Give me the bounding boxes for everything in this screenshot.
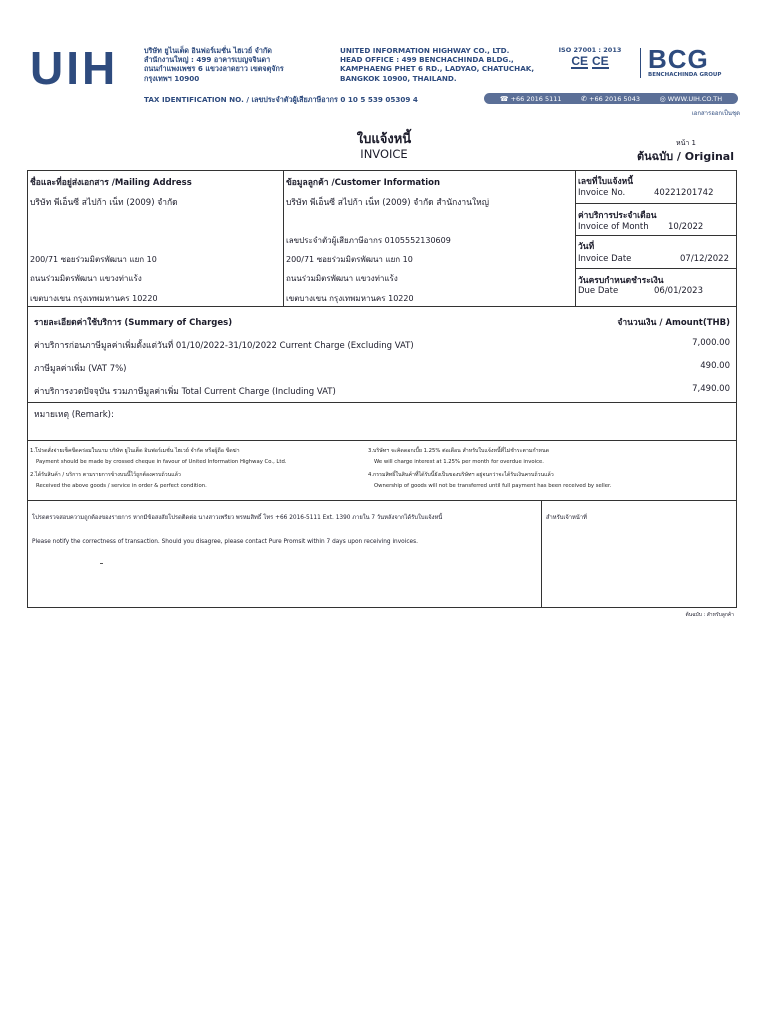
letterhead xyxy=(28,42,740,117)
company-tax-id: TAX IDENTIFICATION NO. / เลขประจำตัวผู้เสียภาษีอากร 0 10 5 539 05309 4 xyxy=(144,95,418,104)
fax-icon: ✆ xyxy=(581,94,588,103)
term-2-thai: 2.ได้รับสินค้า / บริการ ตามรายการข้างบนนี้ไว้ถูกต้องครบถ้วนแล้ว xyxy=(30,472,181,478)
charge-row-amount: 7,000.00 xyxy=(692,338,730,348)
customer-line-2: ถนนร่วมมิตรพัฒนา แขวงท่าแร้ง xyxy=(286,274,398,283)
website-contact: ◎ WWW.UIH.CO.TH xyxy=(659,94,723,103)
invoice-divider xyxy=(576,268,736,269)
invoice-divider xyxy=(576,203,736,204)
due-date-label-thai: วันครบกำหนดชำระเงิน xyxy=(578,276,664,286)
amount-header: จำนวนเงิน / Amount(THB) xyxy=(617,318,730,328)
charge-row-amount: 490.00 xyxy=(700,361,730,371)
mailing-line-2: ถนนร่วมมิตรพัฒนา แขวงท่าแร้ง xyxy=(30,274,142,283)
company-name-english: UNITED INFORMATION HIGHWAY CO., LTD. xyxy=(340,46,510,55)
fax-contact: ✆ +66 2016 5043 xyxy=(581,94,640,103)
bcg-group-label: BENCHACHINDA GROUP xyxy=(648,72,722,78)
header-divider xyxy=(640,48,641,78)
mailing-line-3: เขตบางเขน กรุงเทพมหานคร 10220 xyxy=(30,294,158,303)
invoice-date-value: 07/12/2022 xyxy=(680,254,729,264)
term-3-thai: 3.บริษัทฯ จะคิดดอกเบี้ย 1.25% ต่อเดือน สำหรับใบแจ้งหนี้ที่ไม่ชำระตามกำหนด xyxy=(368,448,550,454)
stray-mark xyxy=(100,563,103,564)
certification-mark: CE xyxy=(571,54,588,68)
term-1-english: Payment should be made by crossed cheque in favour of United Information Highway Co., Ltd. xyxy=(36,459,287,465)
info-section xyxy=(28,171,736,307)
officer-use-box xyxy=(542,501,736,607)
summary-of-charges xyxy=(28,307,736,403)
customer-tax-id: เลขประจำตัวผู้เสียภาษีอากร 0105552130609 xyxy=(286,236,451,245)
invoice-no-label: Invoice No. xyxy=(578,188,626,198)
footer-copy-note: ต้นฉบับ : สำหรับลูกค้า xyxy=(685,612,734,618)
charge-row-label: ค่าบริการงวดปัจจุบัน รวมภาษีมูลค่าเพิ่ม Total Current Charge (Including VAT) xyxy=(34,387,336,397)
officer-use-label: สำหรับเจ้าหน้าที่ xyxy=(546,515,587,521)
mailing-line-1: 200/71 ซอยร่วมมิตรพัฒนา แยก 10 xyxy=(30,255,157,264)
bcg-logo: BCG xyxy=(648,44,709,74)
invoice-date-label-thai: วันที่ xyxy=(578,242,595,252)
certification-mark: CE xyxy=(592,54,609,68)
payment-terms xyxy=(28,441,736,501)
company-name-thai: บริษัท ยูไนเต็ด อินฟอร์เมชั่น ไฮเวย์ จำกัด xyxy=(144,46,272,55)
term-4-english: Ownership of goods will not be transferred until full payment has been received by seller. xyxy=(374,483,612,489)
mailing-name: บริษัท พีเอ็นซี สไปก้า เน็ท (2009) จำกัด xyxy=(30,198,178,208)
mailing-address xyxy=(28,171,284,307)
summary-title: รายละเอียดค่าใช้บริการ (Summary of Charges) xyxy=(34,318,233,328)
phone-icon: ☎ xyxy=(499,94,509,103)
customer-line-1: 200/71 ซอยร่วมมิตรพัฒนา แยก 10 xyxy=(286,255,413,264)
remark-label: หมายเหตุ (Remark): xyxy=(34,410,114,420)
term-3-english: We will charge interest at 1.25% per month for overdue invoice. xyxy=(374,459,544,465)
invoice-month-value: 10/2022 xyxy=(668,222,704,232)
charge-row-label: ภาษีมูลค่าเพิ่ม (VAT 7%) xyxy=(34,364,127,374)
customer-line-3: เขตบางเขน กรุงเทพมหานคร 10220 xyxy=(286,294,414,303)
mailing-address-label: ชื่อและที่อยู่ส่งเอกสาร /Mailing Address xyxy=(30,178,192,188)
term-1-thai: 1.โปรดสั่งจ่ายเช็คขีดคร่อมในนาม บริษัท ยูไนเต็ด อินฟอร์เมชั่น ไฮเวย์ จำกัด หรือผู้ถือ ขีดฆ่า xyxy=(30,448,240,454)
invoice-title-english: INVOICE xyxy=(360,147,408,161)
term-4-thai: 4.กรรมสิทธิ์ในสินค้าที่ได้รับนี้ยังเป็นของบริษัทฯ อยู่จนกว่าจะได้รับเงินครบถ้วนแล้ว xyxy=(368,472,554,478)
invoice-date-label: Invoice Date xyxy=(578,254,632,264)
invoice-details xyxy=(576,171,736,307)
due-date-value: 06/01/2023 xyxy=(654,286,703,296)
company-address-english: UNITED INFORMATION HIGHWAY CO., LTD. HEAD OFFICE : 499 BENCHACHINDA BLDG., KAMPHAENG PHET 6 RD., LADYAO, CHATUCHAK, BANGKOK 10900, THAILAND. xyxy=(340,46,540,83)
document-set-note: เอกสารออกเป็นชุด xyxy=(691,110,740,117)
invoice-title-thai: ใบแจ้งหนี้ xyxy=(356,132,412,147)
invoice-no-label-thai: เลขที่ใบแจ้งหนี้ xyxy=(578,177,634,187)
due-date-label: Due Date xyxy=(578,286,619,296)
certification-marks xyxy=(548,55,632,69)
invoice-body xyxy=(27,170,737,608)
original-copy-label: ต้นฉบับ / Original xyxy=(636,150,734,163)
customer-name: บริษัท พีเอ็นซี สไปก้า เน็ท (2009) จำกัด สำนักงานใหญ่ xyxy=(286,198,489,208)
term-2-english: Received the above goods / service in order & perfect condition. xyxy=(36,483,207,489)
notice-english: Please notify the correctness of transaction. Should you disagree, please contact Pure Promsit within 7 days upon receiving invoices. xyxy=(32,539,418,545)
customer-info-label: ข้อมูลลูกค้า /Customer Information xyxy=(286,178,441,188)
customer-information xyxy=(284,171,576,307)
contact-bar xyxy=(484,93,738,104)
company-address-thai: บริษัท ยูไนเต็ด อินฟอร์เมชั่น ไฮเวย์ จำกัด สำนักงานใหญ่ : 499 อาคารเบญจจินดา ถนนกำแพงเพชร 6 แขวงลาดยาว เขตจตุจักร กรุงเทพฯ 10900 xyxy=(144,46,344,83)
notice-thai: โปรดตรวจสอบความถูกต้องของรายการ หากมีข้อสงสัยโปรดติดต่อ นางสาวเพรียว พรหมสิทธิ์ โทร +66 2016-5111 Ext. 1390 ภายใน 7 วันหลังจากได้รับใบแจ้งหนี้ xyxy=(32,515,443,521)
verification-notice xyxy=(28,501,542,607)
invoice-divider xyxy=(576,235,736,236)
invoice-no-value: 40221201742 xyxy=(654,188,714,198)
iso-label: ISO 27001 : 2013 xyxy=(558,46,622,54)
phone-contact: ☎ +66 2016 5111 xyxy=(499,94,562,103)
remark-section xyxy=(28,403,736,441)
charge-row-label: ค่าบริการก่อนภาษีมูลค่าเพิ่มตั้งแต่วันที่ 01/10/2022-31/10/2022 Current Charge (Excluding VAT) xyxy=(34,341,414,351)
globe-icon: ◎ xyxy=(659,94,666,103)
page-number: หน้า 1 xyxy=(676,139,697,147)
charge-row-amount: 7,490.00 xyxy=(692,384,730,394)
invoice-month-label-thai: ค่าบริการประจำเดือน xyxy=(578,211,657,221)
invoice-month-label: Invoice of Month xyxy=(578,222,649,232)
uih-logo: UIH xyxy=(30,42,119,94)
